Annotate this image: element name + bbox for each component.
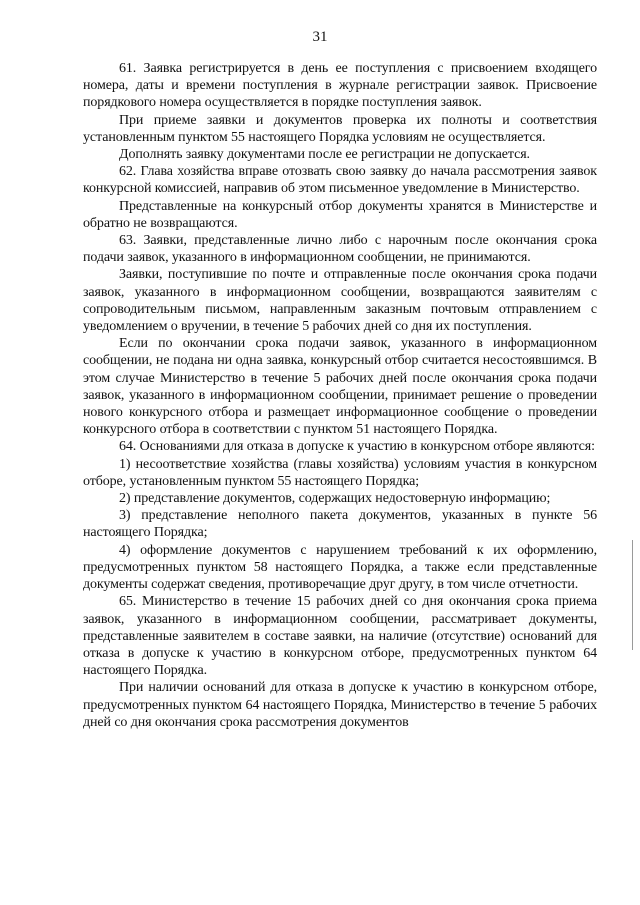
paragraph-61-check: При приеме заявки и документов проверка их полноты и соответствия установленным пунктом 55 настоящего Порядка условиям не осуществляется. <box>83 112 597 145</box>
document-body <box>83 60 597 731</box>
paragraph-64-item-3: 3) представление неполного пакета документов, указанных в пункте 56 настоящего Порядка; <box>83 508 597 541</box>
paragraph-62: 62. Глава хозяйства вправе отозвать свою заявку до начала рассмотрения заявок конкурсной комиссией, направив об этом письменное уведомление в Министерство. <box>83 164 597 197</box>
paragraph-63-no-applications: Если по окончании срока подачи заявок, указанного в информационном сообщении, не подана ни одна заявка, конкурсный отбор считается несостоявшимся. В этом случае Министерство в течение 5 рабочих дней после окончания срока подачи заявок, указанного в информационном сообщении, принимает решение о проведении нового конкурсного отбора и размещает информационное сообщение о проведении конкурсного отбора в соответствии с пунктом 51 настоящего Порядка. <box>83 336 597 438</box>
paragraph-63: 63. Заявки, представленные лично либо с нарочным после окончания срока подачи заявок, указанного в информационном сообщении, не принимаются. <box>83 233 597 266</box>
paragraph-61: 61. Заявка регистрируется в день ее поступления с присвоением входящего номера, даты и времени поступления в журнале регистрации заявок. Присвоение порядкового номера осуществляется в порядке поступления заявок. <box>83 61 597 111</box>
paragraph-62-storage: Представленные на конкурсный отбор документы хранятся в Министерстве и обратно не возвращаются. <box>83 198 597 231</box>
page-number: 31 <box>312 29 328 45</box>
paragraph-64-item-2: 2) представление документов, содержащих недостоверную информацию; <box>119 491 551 507</box>
paragraph-61-supplement: Дополнять заявку документами после ее регистрации не допускается. <box>119 147 530 163</box>
paragraph-64: 64. Основаниями для отказа в допуске к участию в конкурсном отборе являются: <box>119 439 595 455</box>
scan-edge-mark <box>632 540 633 650</box>
paragraph-65: 65. Министерство в течение 15 рабочих дней со дня окончания срока приема заявок, указанного в информационном сообщении, рассматривает документы, представленные заявителем в составе заявки, на наличие (отсутствие) оснований для отказа в допуске к участию в конкурсном отборе, предусмотренных пунктом 64 настоящего Порядка. <box>83 594 597 679</box>
paragraph-65-refusal: При наличии оснований для отказа в допуске к участию в конкурсном отборе, предусмотренных пунктом 64 настоящего Порядка, Министерство в течение 5 рабочих дней со дня окончания срока рассмотрения документов <box>83 680 597 730</box>
paragraph-64-item-4: 4) оформление документов с нарушением требований к их оформлению, предусмотренных пунктом 58 настоящего Порядка, а также если представленные документы содержат сведения, противоречащие друг другу, в том числе отчетности. <box>83 542 597 593</box>
paragraph-64-item-1: 1) несоответствие хозяйства (главы хозяйства) условиям участия в конкурсном отборе, установленным пунктом 55 настоящего Порядка; <box>83 456 597 489</box>
paragraph-63-mail: Заявки, поступившие по почте и отправленные после окончания срока подачи заявок, указанного в информационном сообщении, возвращаются заявителям с сопроводительным письмом, направленным заказным почтовым отправлением с уведомлением о вручении, в течение 5 рабочих дней со дня их поступления. <box>83 267 597 335</box>
